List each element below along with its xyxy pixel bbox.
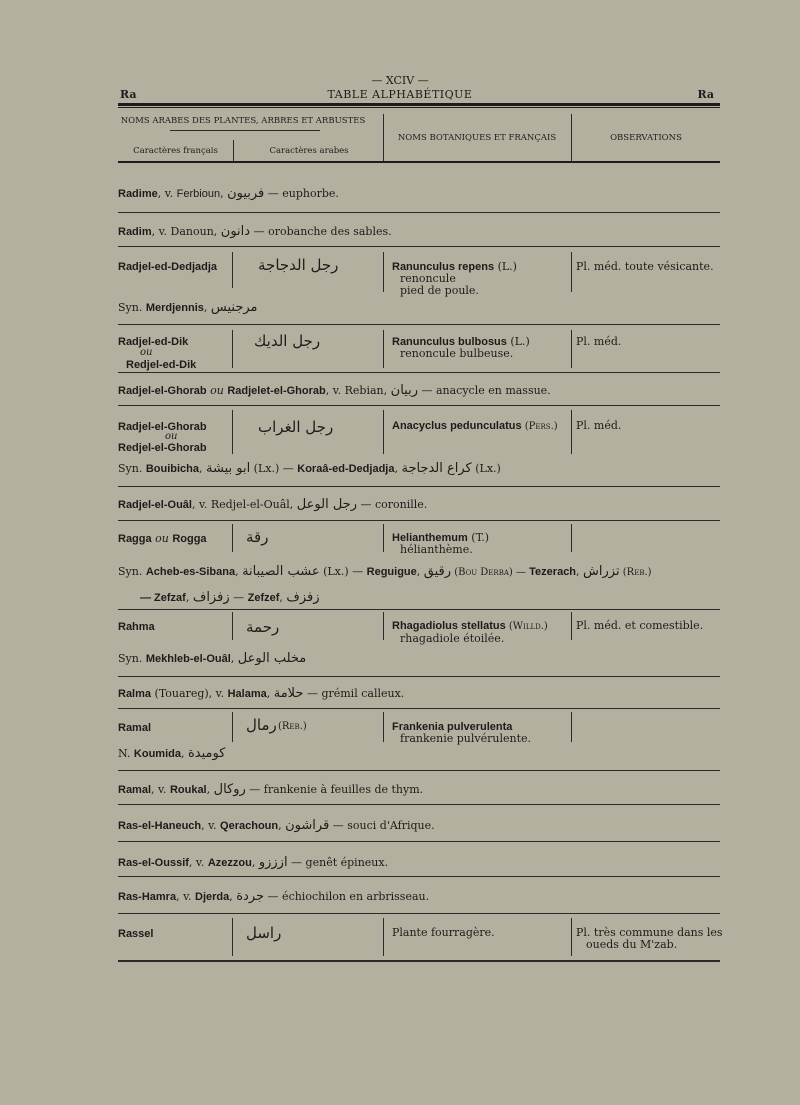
synonym-line: Syn. Bouibicha, ابو بيشة (Lx.) — Koraâ-ed-Dedjadja, كراع الدجاجة (Lx.) <box>118 461 501 476</box>
botanical-name: Plante fourragère. <box>392 926 495 939</box>
entry-radjel-el-oual: Radjel-el-Ouâl, v. Redjel-el-Ouâl, رجل الوعل — coronille. <box>118 497 428 512</box>
entry-separator <box>118 324 720 325</box>
entry-separator <box>118 770 720 771</box>
page-title: TABLE ALPHABÉTIQUE <box>327 88 473 101</box>
column-divider <box>571 410 572 454</box>
observations-heading: OBSERVATIONS <box>610 133 682 143</box>
botanical-name: Rhagadiolus stellatus (Willd.) rhagadiole étoilée. <box>392 620 548 645</box>
entry-separator <box>118 913 720 914</box>
entry-radim: Radim, v. Danoun, دانون — orobanche des sables. <box>118 224 392 239</box>
synonym-line: Syn. Merdjennis, مرجنيس <box>118 300 258 315</box>
arabic-chars-heading: Caractères arabes <box>269 146 349 156</box>
arabic-names-heading: NOMS ARABES DES PLANTES, ARBRES ET ARBUSTES <box>120 116 366 126</box>
arabic-script: رحمة <box>246 618 280 636</box>
entry-separator <box>118 841 720 842</box>
right-running-head: Ra <box>697 88 714 101</box>
entry-separator <box>118 246 720 247</box>
entry-radjel-el-ghorab: Radjel-el-Ghorab <box>118 421 207 433</box>
entry-separator <box>118 372 720 373</box>
entry-separator <box>118 405 720 406</box>
arabic-script: رقة <box>246 528 269 546</box>
arabic-script: راسل <box>246 924 282 942</box>
entry-separator <box>118 212 720 213</box>
arabic-script: رجل الديك <box>254 332 321 350</box>
heading-rule <box>170 130 320 131</box>
column-divider <box>571 252 572 292</box>
entry-separator <box>118 804 720 805</box>
column-divider <box>232 410 233 454</box>
botanical-name: Anacyclus pedunculatus (Pers.) <box>392 420 558 432</box>
entry-radime: Radime, v. Ferbioun, فربيون — euphorbe. <box>118 186 339 201</box>
synonym-line: Syn. Acheb-es-Sibana, عشب الصيبانة (Lx.) — Reguigue, رقيق (Bou Derba) — Tezerach, تزراش (Reb.) <box>118 564 652 579</box>
entry-ras-el-oussif: Ras-el-Oussif, v. Azezzou, ازززو — genêt épineux. <box>118 855 389 870</box>
column-divider <box>232 252 233 288</box>
entry-separator <box>118 876 720 877</box>
entry-rahma: Rahma <box>118 621 155 633</box>
or-label: ou <box>140 347 153 358</box>
observations: Pl. méd. toute vésicante. <box>576 260 714 273</box>
column-divider <box>232 918 233 956</box>
column-divider <box>232 712 233 742</box>
entry-separator <box>118 486 720 487</box>
heading-divider <box>571 114 572 162</box>
synonym-line-2: — Zefzaf, زفزاف — Zefzef, زفزف <box>140 590 320 605</box>
entry-redjel-ed-dik: Redjel-ed-Dik <box>126 359 197 371</box>
column-divider <box>571 612 572 640</box>
heading-bottom-rule <box>118 161 720 163</box>
botanical-name: Helianthemum (T.) hélianthème. <box>392 531 490 556</box>
column-divider <box>232 524 233 552</box>
entry-rassel: Rassel <box>118 928 154 940</box>
arabic-script: رجل الدجاجة <box>258 256 339 274</box>
column-divider <box>383 712 384 742</box>
arabic-script: رمال <box>246 716 277 734</box>
observations: Pl. très commune dans les oueds du M'zab. <box>576 926 723 951</box>
heading-divider <box>383 114 384 162</box>
botanical-heading: NOMS BOTANIQUES ET FRANÇAIS <box>397 133 557 143</box>
header-rule-thin <box>118 107 720 108</box>
column-divider <box>232 330 233 368</box>
entry-separator <box>118 676 720 677</box>
left-running-head: Ra <box>120 88 137 101</box>
column-divider <box>383 612 384 640</box>
table-bottom-rule <box>118 960 720 962</box>
column-divider <box>383 918 384 956</box>
entry-separator <box>118 520 720 521</box>
header-rule <box>118 103 720 106</box>
source-abbrev: (Reb.) <box>278 721 307 732</box>
column-divider <box>232 612 233 640</box>
synonym-line: Syn. Mekhleb-el-Ouâl, مخلب الوعل <box>118 651 307 666</box>
botanical-name: Ranunculus bulbosus (L.) renoncule bulbeuse. <box>392 335 530 360</box>
column-divider <box>571 524 572 552</box>
botanical-name: Ranunculus repens (L.) renoncule pied de poule. <box>392 260 517 297</box>
entry-separator <box>118 609 720 610</box>
french-chars-heading: Caractères français <box>133 146 218 156</box>
page-number: — XCIV — <box>371 74 429 87</box>
entry-ragga: Ragga ou Rogga <box>118 532 207 545</box>
entry-ramal: Ramal <box>118 722 152 734</box>
observations: Pl. méd. <box>576 419 622 432</box>
entry-ras-hamra: Ras-Hamra, v. Djerda, جردة — échiochilon en arbrisseau. <box>118 889 430 904</box>
column-divider <box>571 712 572 742</box>
heading-divider <box>233 140 234 162</box>
observations: Pl. méd. <box>576 335 622 348</box>
entry-ralma: Ralma (Touareg), v. Halama, حلامة — grémil calleux. <box>118 686 405 701</box>
botanical-name: Frankenia pulverulenta frankenie pulvérulente. <box>392 721 532 745</box>
or-label: ou <box>165 431 178 442</box>
arabic-script: رجل الغراب <box>258 418 334 436</box>
column-divider <box>571 330 572 368</box>
entry-ramal-ref: Ramal, v. Roukal, روكال — frankenie à feuilles de thym. <box>118 782 424 797</box>
observations: Pl. méd. et comestible. <box>576 619 704 632</box>
column-divider <box>383 252 384 292</box>
column-divider <box>571 918 572 956</box>
column-divider <box>383 410 384 454</box>
entry-separator <box>118 708 720 709</box>
entry-redjel-el-ghorab: Redjel-el-Ghorab <box>118 442 207 454</box>
native-name-line: N. Koumida, كوميدة <box>118 746 226 761</box>
column-divider <box>383 330 384 368</box>
entry-radjel-ed-dik: Radjel-ed-Dik <box>118 336 189 348</box>
entry-radjel-ed-dedjadja: Radjel-ed-Dedjadja <box>118 261 218 273</box>
entry-radjel-el-ghorab-ref: Radjel-el-Ghorab ou Radjelet-el-Ghorab, v. Rebian, ربيان — anacycle en massue. <box>118 383 551 398</box>
entry-ras-el-haneuch: Ras-el-Haneuch, v. Qerachoun, قراشون — souci d'Afrique. <box>118 818 435 833</box>
column-divider <box>383 524 384 552</box>
